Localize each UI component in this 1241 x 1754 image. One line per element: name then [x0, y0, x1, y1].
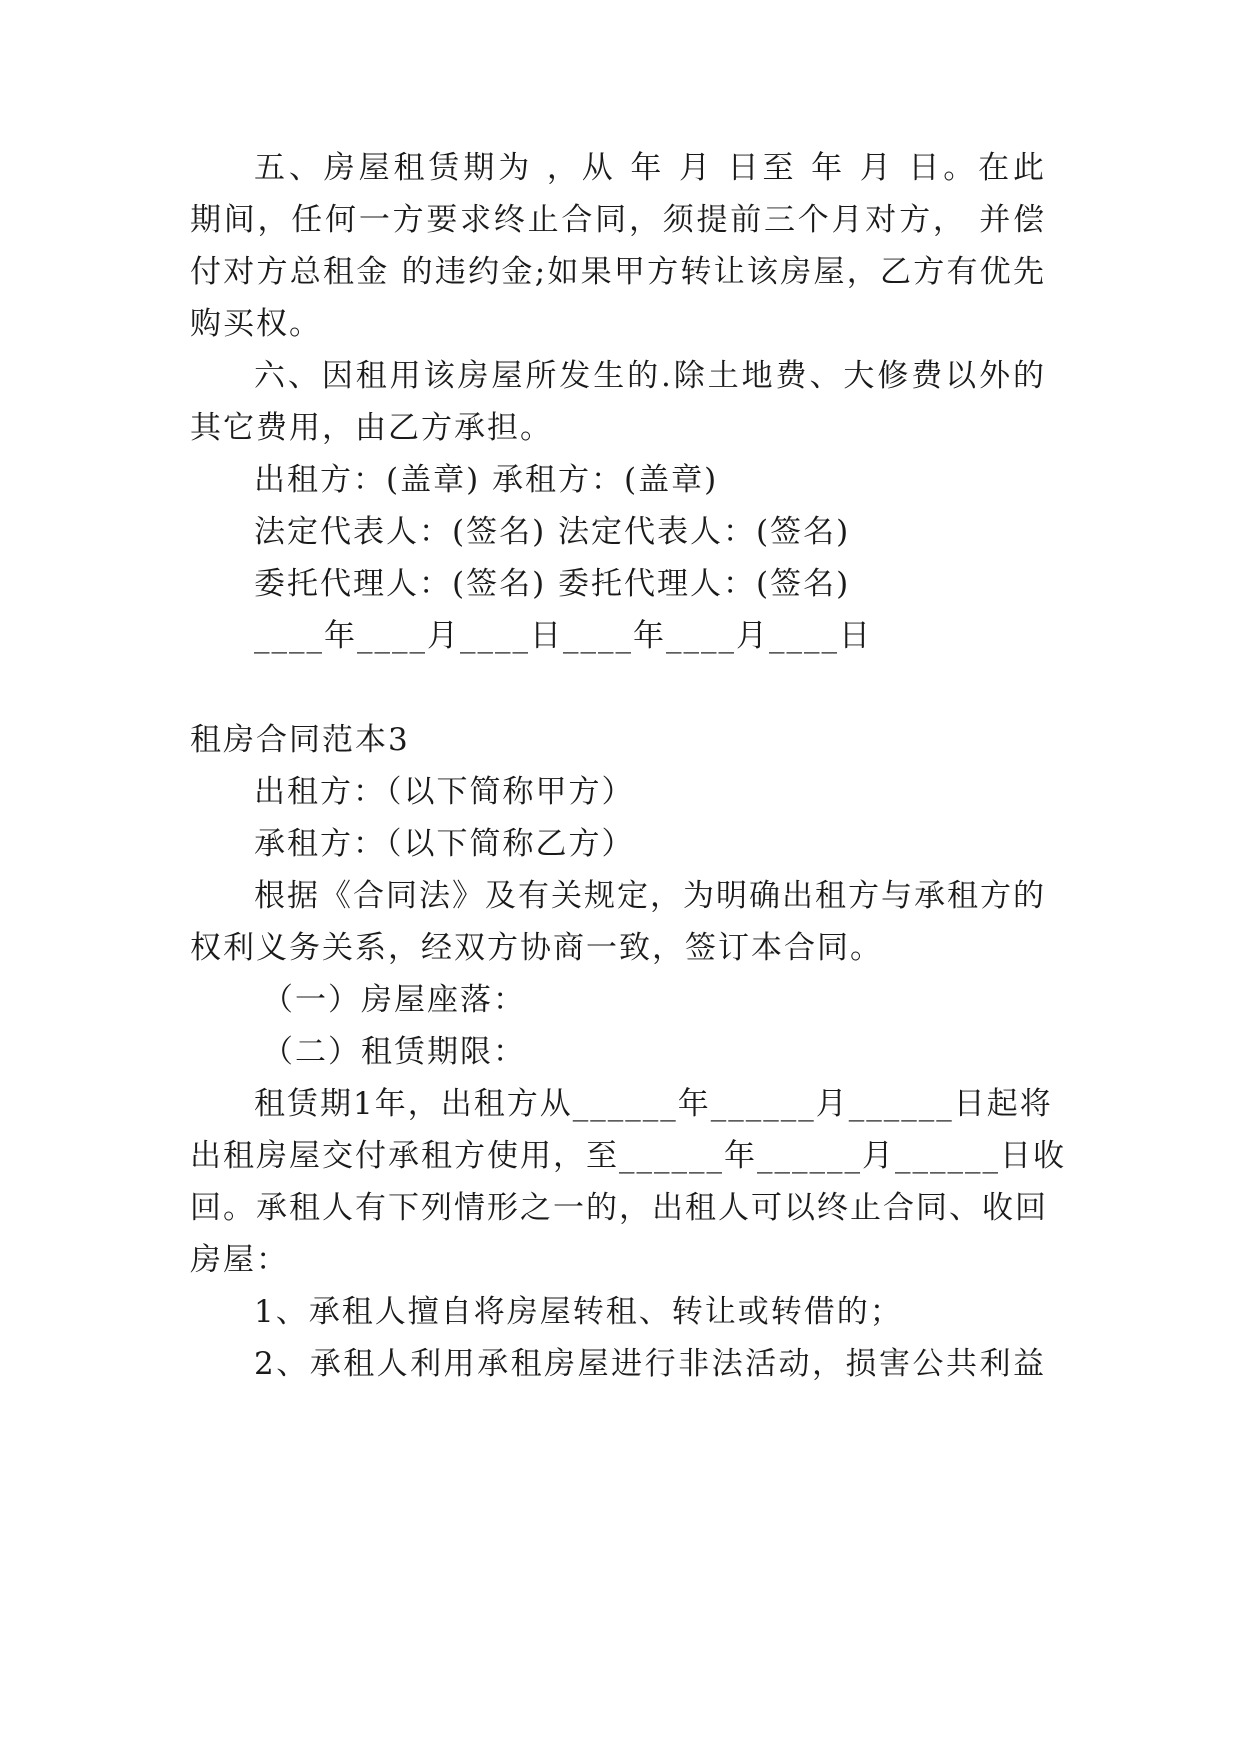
paragraph-line: 租赁期1年，出租方从______年______月______日起将 [254, 1086, 1053, 1122]
paragraph-line: 房屋： [190, 1242, 289, 1278]
paragraph-line: 期间，任何一方要求终止合同，须提前三个月对方， 并偿 [190, 202, 1046, 238]
date-line: ____年____月____日____年____月____日 [254, 618, 872, 654]
paragraph-line: 根据《合同法》及有关规定，为明确出租方与承租方的 [254, 878, 1046, 914]
paragraph-line: 回。承租人有下列情形之一的，出租人可以终止合同、收回 [190, 1190, 1048, 1226]
list-item: 1、承租人擅自将房屋转租、转让或转借的； [254, 1294, 903, 1330]
paragraph-line: 其它费用，由乙方承担。 [190, 410, 553, 446]
list-item: 2、承租人利用承租房屋进行非法活动，损害公共利益 [254, 1346, 1046, 1382]
clause-heading: （二）租赁期限： [262, 1034, 526, 1070]
party-lessor: 出租方：（以下简称甲方） [254, 774, 635, 810]
paragraph-line: 付对方总租金 的违约金;如果甲方转让该房屋，乙方有优先 [190, 254, 1046, 290]
signature-line-agent: 委托代理人：(签名) 委托代理人：(签名) [254, 566, 851, 602]
signature-line-legal-rep: 法定代表人：(签名) 法定代表人：(签名) [254, 514, 851, 550]
section-title: 租房合同范本3 [190, 722, 410, 758]
paragraph-line: 五、房屋租赁期为 ，从 年 月 日至 年 月 日。在此 [254, 150, 1046, 186]
paragraph-line: 权利义务关系，经双方协商一致，签订本合同。 [190, 930, 883, 966]
paragraph-line: 六、因租用该房屋所发生的.除土地费、大修费以外的 [254, 358, 1046, 394]
signature-line-lessor: 出租方：(盖章) 承租方：(盖章) [254, 462, 719, 498]
paragraph-line: 购买权。 [190, 306, 322, 342]
clause-heading: （一）房屋座落： [262, 982, 526, 1018]
party-lessee: 承租方：（以下简称乙方） [254, 826, 635, 862]
paragraph-line: 出租房屋交付承租方使用，至______年______月______日收 [190, 1138, 1066, 1174]
